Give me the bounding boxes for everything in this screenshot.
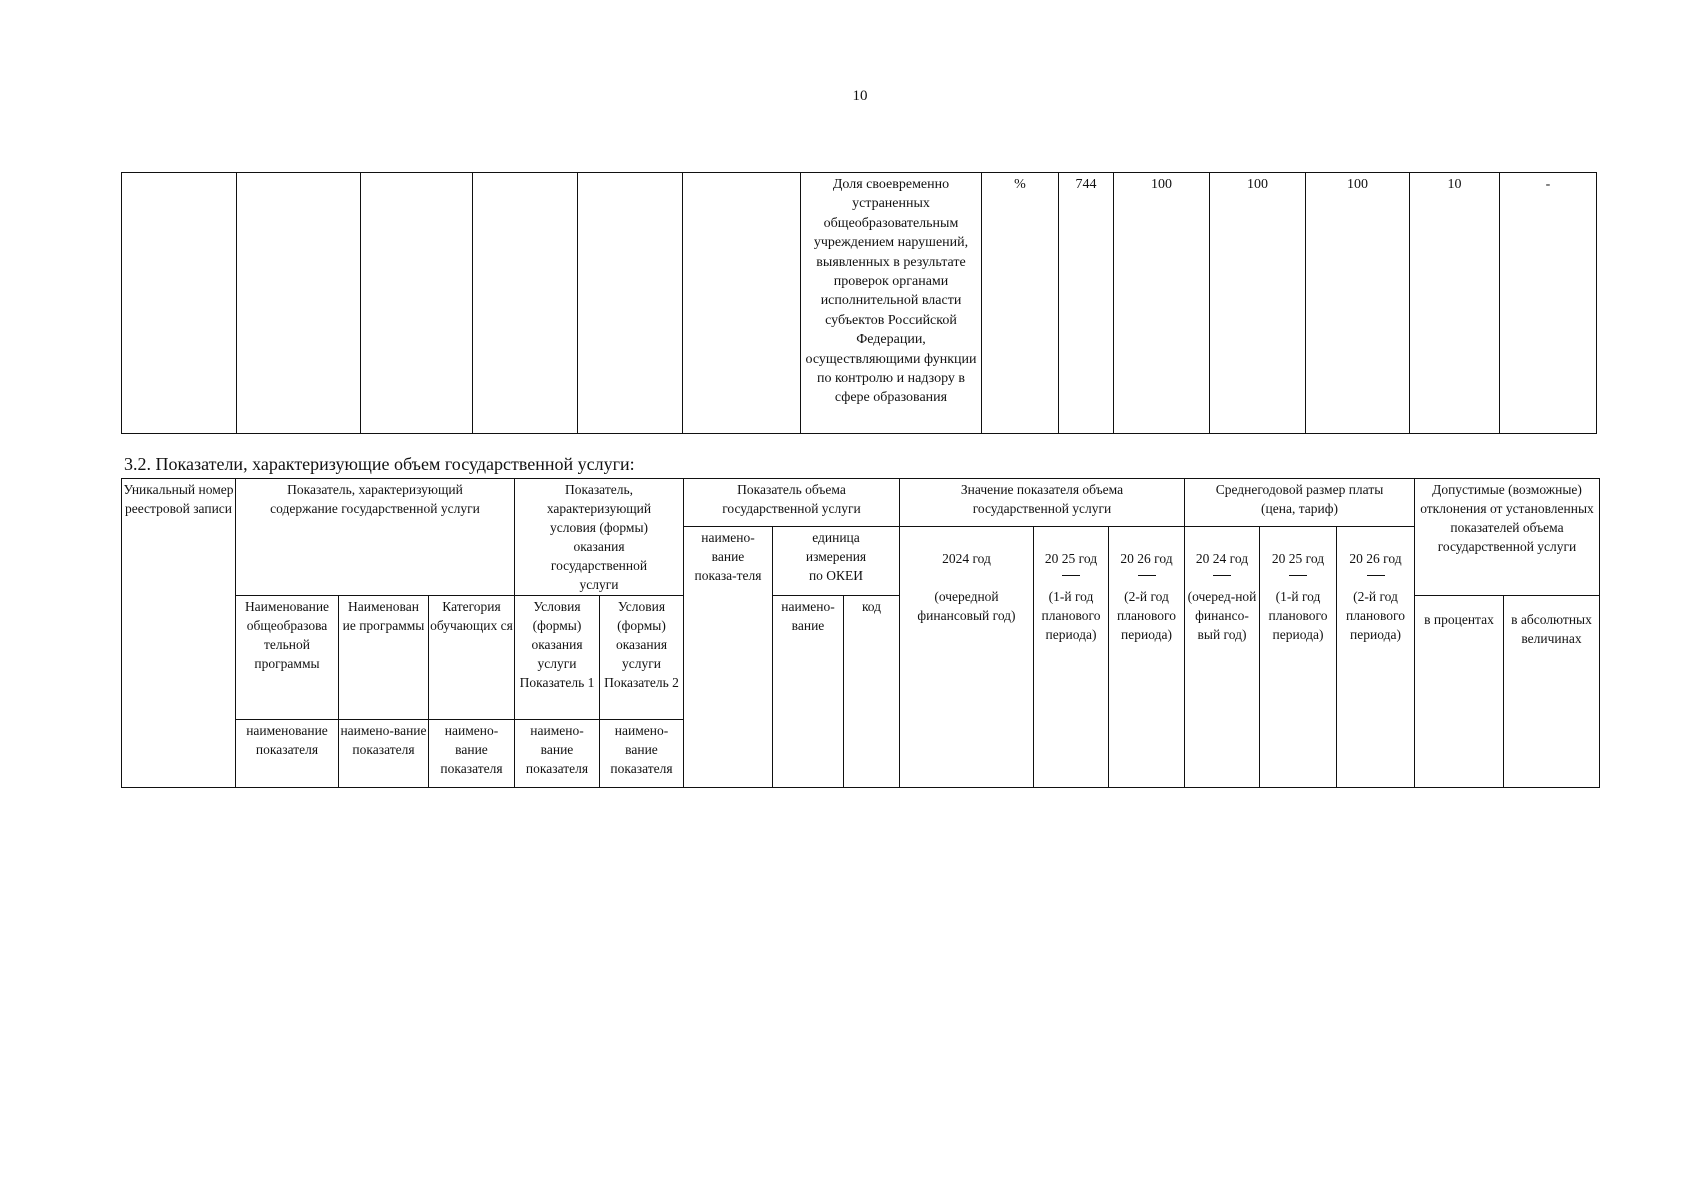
deviation-percent-cell: 10 — [1410, 173, 1500, 434]
underline-mark — [1289, 575, 1307, 582]
condition-1-subheader: Условия (формы) оказания услуги Показатель 1 — [515, 596, 600, 720]
fee-2026-note: (2-й год планового периода) — [1346, 589, 1405, 642]
underline-mark — [1367, 575, 1385, 582]
value-2026-cell: 100 — [1306, 173, 1410, 434]
value-2025-year: 20 25 год — [1044, 551, 1098, 566]
table-row — [122, 479, 1600, 527]
content-indicator-header: Показатель, характеризующий содержание государственной услуги — [236, 479, 515, 596]
indicator-name-cell-2: наимено-вание показателя — [339, 720, 429, 788]
student-category-subheader: Категория обучающих ся — [429, 596, 515, 720]
indicator-name-cell-1: наименование показателя — [236, 720, 339, 788]
underline-mark — [1062, 575, 1080, 582]
empty-cell — [473, 173, 578, 434]
value-2024-note: (очередной финансовый год) — [917, 589, 1016, 623]
condition-2-subheader: Условия (формы) оказания услуги Показатель 2 — [600, 596, 684, 720]
conditions-indicator-header: Показатель, характеризующий условия (формы) оказания государственной услуги — [515, 479, 684, 596]
empty-cell — [683, 173, 801, 434]
unit-name-cell: % — [982, 173, 1059, 434]
empty-cell — [237, 173, 361, 434]
deviations-header: Допустимые (возможные) отклонения от установленных показателей объема государственной услуги — [1415, 479, 1600, 596]
fee-2024-note: (очеред-ной финансо-вый год) — [1187, 589, 1257, 642]
value-2024-cell: 100 — [1114, 173, 1210, 434]
indicator-name-cell-5: наимено-вание показателя — [600, 720, 684, 788]
value-2026-header — [1109, 527, 1185, 788]
empty-cell — [361, 173, 473, 434]
underline-mark — [1213, 575, 1231, 582]
fee-2025-year: 20 25 год — [1271, 551, 1325, 566]
value-2025-header — [1034, 527, 1109, 788]
fee-2024-year: 20 24 год — [1195, 551, 1249, 566]
underline-mark — [1138, 575, 1156, 582]
volume-indicator-header: Показатель объема государственной услуги — [684, 479, 900, 527]
average-fee-header: Среднегодовой размер платы (цена, тариф) — [1185, 479, 1415, 527]
value-2026-note: (2-й год планового периода) — [1117, 589, 1176, 642]
value-2025-note: (1-й год планового периода) — [1041, 589, 1101, 642]
value-2024-year: 2024 год — [942, 551, 991, 566]
registry-number-header: Уникальный номер реестровой записи — [122, 479, 236, 788]
indicator-name-cell-3: наимено-вание показателя — [429, 720, 515, 788]
fee-2025-note: (1-й год планового периода) — [1268, 589, 1328, 642]
program-name-subheader: Наименование общеобразова тельной программы — [236, 596, 339, 720]
indicator-name-cell: Доля своевременно устраненных общеобразовательным учреждением нарушений, выявленных в результате проверок органами исполнительной власти субъектов Российской Федерации, осуществляющими функции по контролю и надзору в сфере образования — [801, 173, 982, 434]
unit-code-cell: 744 — [1059, 173, 1114, 434]
unit-code-subheader: код — [844, 596, 900, 788]
empty-cell — [122, 173, 237, 434]
volume-indicators-table — [121, 478, 1600, 788]
table-row — [122, 173, 1597, 434]
fee-2026-header — [1337, 527, 1415, 788]
deviation-absolute-cell: - — [1500, 173, 1597, 434]
value-2025-cell: 100 — [1210, 173, 1306, 434]
unit-okei-header: единица измерения по ОКЕИ — [773, 527, 900, 596]
value-2026-year: 20 26 год — [1120, 551, 1173, 566]
indicator-name-header: наимено-вание показа-теля — [684, 527, 773, 788]
indicator-name-cell-4: наимено-вание показателя — [515, 720, 600, 788]
volume-value-header: Значение показателя объема государственной услуги — [900, 479, 1185, 527]
fee-2024-header — [1185, 527, 1260, 788]
deviation-absolute-subheader: в абсолютных величинах — [1504, 596, 1600, 788]
quality-indicators-table-continuation — [121, 172, 1597, 434]
section-heading: 3.2. Показатели, характеризующие объем государственной услуги: — [124, 454, 635, 474]
empty-cell — [578, 173, 683, 434]
fee-2026-year: 20 26 год — [1349, 551, 1402, 566]
value-2024-header — [900, 527, 1034, 788]
page-number: 10 — [852, 88, 868, 104]
fee-2025-header — [1260, 527, 1337, 788]
programs-subheader: Наименован ие программы — [339, 596, 429, 720]
unit-name-subheader: наимено-вание — [773, 596, 844, 788]
deviation-percent-subheader: в процентах — [1415, 596, 1504, 788]
